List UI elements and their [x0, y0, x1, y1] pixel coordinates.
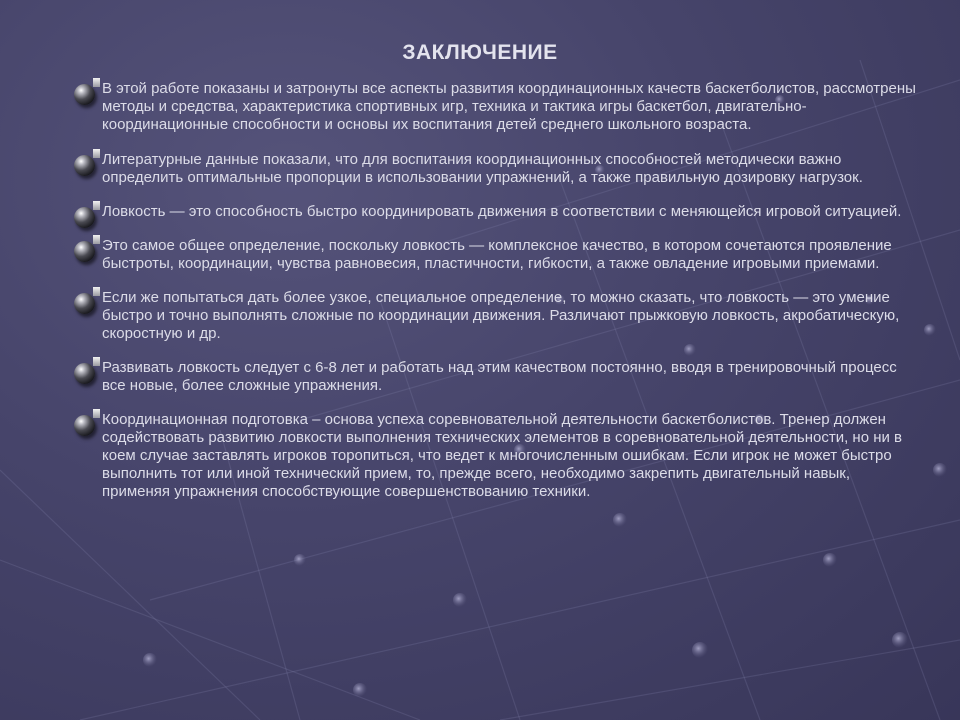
bullet-item: [72, 203, 922, 221]
sphere-bullet-icon: [74, 207, 95, 228]
bullet-text: Если же попытаться дать более узкое, специальное определение, то можно сказать, что ловкость — это умение быстро и точно выполнять сложные по координации движения. Различают прыжковую ловкость, акробатическую, скоростную и др.: [102, 289, 900, 342]
bullet-item: [72, 80, 922, 134]
grid-line: [0, 470, 260, 720]
sphere-bullet-icon: [74, 241, 95, 262]
sphere-bullet-icon: [74, 293, 95, 314]
grid-line: [500, 640, 960, 720]
bullet-item: [72, 151, 922, 187]
sphere-bullet-icon: [74, 415, 95, 436]
bullet-text: Ловкость — это способность быстро координировать движения в соответствии с меняющейся игровой ситуацией.: [102, 203, 902, 220]
sphere-bullet-icon: [74, 84, 95, 105]
bullet-text: Литературные данные показали, что для воспитания координационных способностей методически важно определить оптимальные пропорции в использовании упражнений, а также правильную дозировку нагрузок.: [102, 151, 863, 186]
grid-line: [80, 520, 960, 720]
slide-title: ЗАКЛЮЧЕНИЕ: [402, 41, 558, 64]
grid-node: [933, 463, 947, 477]
grid-node: [823, 553, 837, 567]
sphere-bullet-icon: [74, 363, 95, 384]
grid-node: [294, 554, 306, 566]
bullet-text: В этой работе показаны и затронуты все аспекты развития координационных качеств баскетболистов, рассмотрены методы и средства, характеристика спортивных игр, техника и тактика игры баскетбол, двигательно-координационные способности и основы их воспитания детей среднего школьного возраста.: [102, 80, 916, 133]
grid-node: [143, 653, 157, 667]
bullet-text: Координационная подготовка – основа успеха соревновательной деятельности баскетболистов. Тренер должен содействовать развитию ловкости выполнения технических элементов в соревновательной деятельности, но ни в коем случае заставлять игроков торопиться, что ведет к многочисленным ошибкам. Если игрок не может быстро выполнить тот или иной технический прием, то, прежде всего, необходимо закрепить двигательный навык, применяя упражнения способствующие совершенствованию техники.: [102, 411, 903, 500]
grid-node: [613, 513, 627, 527]
bullet-text: Это самое общее определение, поскольку ловкость — комплексное качество, в котором сочетаются проявление быстроты, координации, чувства равновесия, пластичности, гибкости, а также овладение игровыми приемами.: [102, 237, 892, 272]
bullet-item: [72, 359, 922, 395]
grid-node: [453, 593, 467, 607]
grid-node: [353, 683, 367, 697]
grid-node: [892, 632, 908, 648]
bullet-text: Развивать ловкость следует с 6-8 лет и работать над этим качеством постоянно, вводя в тренировочный процесс все новые, более сложные упражнения.: [102, 359, 897, 394]
bullet-list: [72, 80, 922, 501]
grid-node: [692, 642, 708, 658]
bullet-item: [72, 289, 922, 343]
bullet-item: [72, 411, 922, 501]
bullet-item: [72, 237, 922, 273]
grid-node: [924, 324, 936, 336]
sphere-bullet-icon: [74, 155, 95, 176]
